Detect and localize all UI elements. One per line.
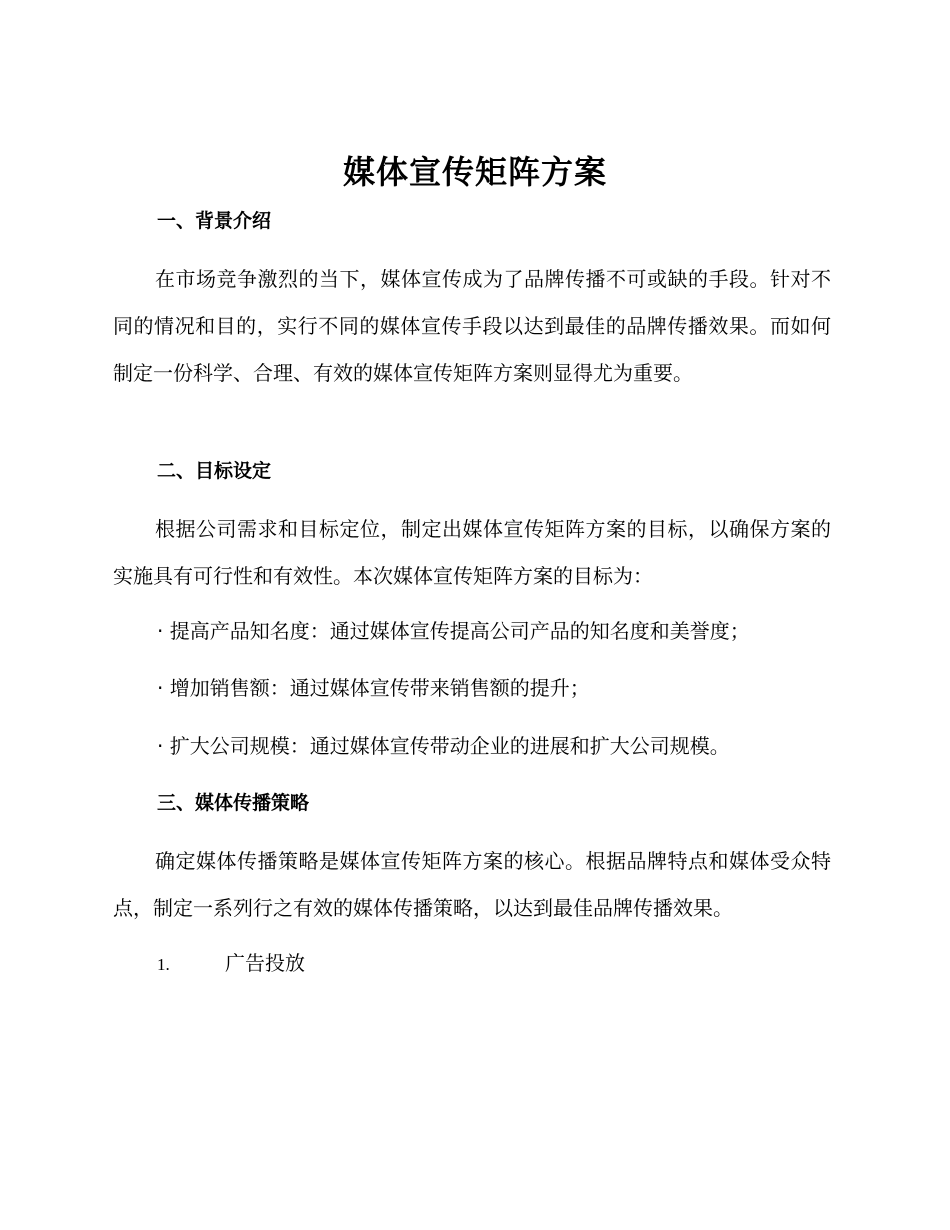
section-heading-goals: 二、目标设定 [157,460,272,482]
section-paragraph-background: 在市场竞争激烈的当下，媒体宣传成为了品牌传播不可或缺的手段。针对不同的情况和目的，实行不同的媒体宣传手段以达到最佳的品牌传播效果。而如何制定一份科学、合理、有效的媒体宣传矩阵方案则显得尤为重要。 [113,267,831,385]
goal-bullet-item: · 扩大公司规模：通过媒体宣传带动企业的进展和扩大公司规模。 [157,734,730,758]
document-title: 媒体宣传矩阵方案 [342,153,607,191]
numbered-list-item [157,949,305,979]
list-item-text: 广告投放 [225,951,305,975]
goal-bullet-item: · 增加销售额：通过媒体宣传带来销售额的提升； [157,676,590,700]
section-heading-background: 一、背景介绍 [157,210,272,232]
section-heading-strategy: 三、媒体传播策略 [157,792,310,814]
goal-bullet-item: · 提高产品知名度：通过媒体宣传提高公司产品的知名度和美誉度； [157,619,750,643]
section-paragraph-goals: 根据公司需求和目标定位，制定出媒体宣传矩阵方案的目标，以确保方案的实施具有可行性和有效性。本次媒体宣传矩阵方案的目标为： [113,517,831,588]
list-item-number: 1. [157,955,170,974]
section-paragraph-strategy: 确定媒体传播策略是媒体宣传矩阵方案的核心。根据品牌特点和媒体受众特点，制定一系列行之有效的媒体传播策略，以达到最佳品牌传播效果。 [113,849,831,920]
